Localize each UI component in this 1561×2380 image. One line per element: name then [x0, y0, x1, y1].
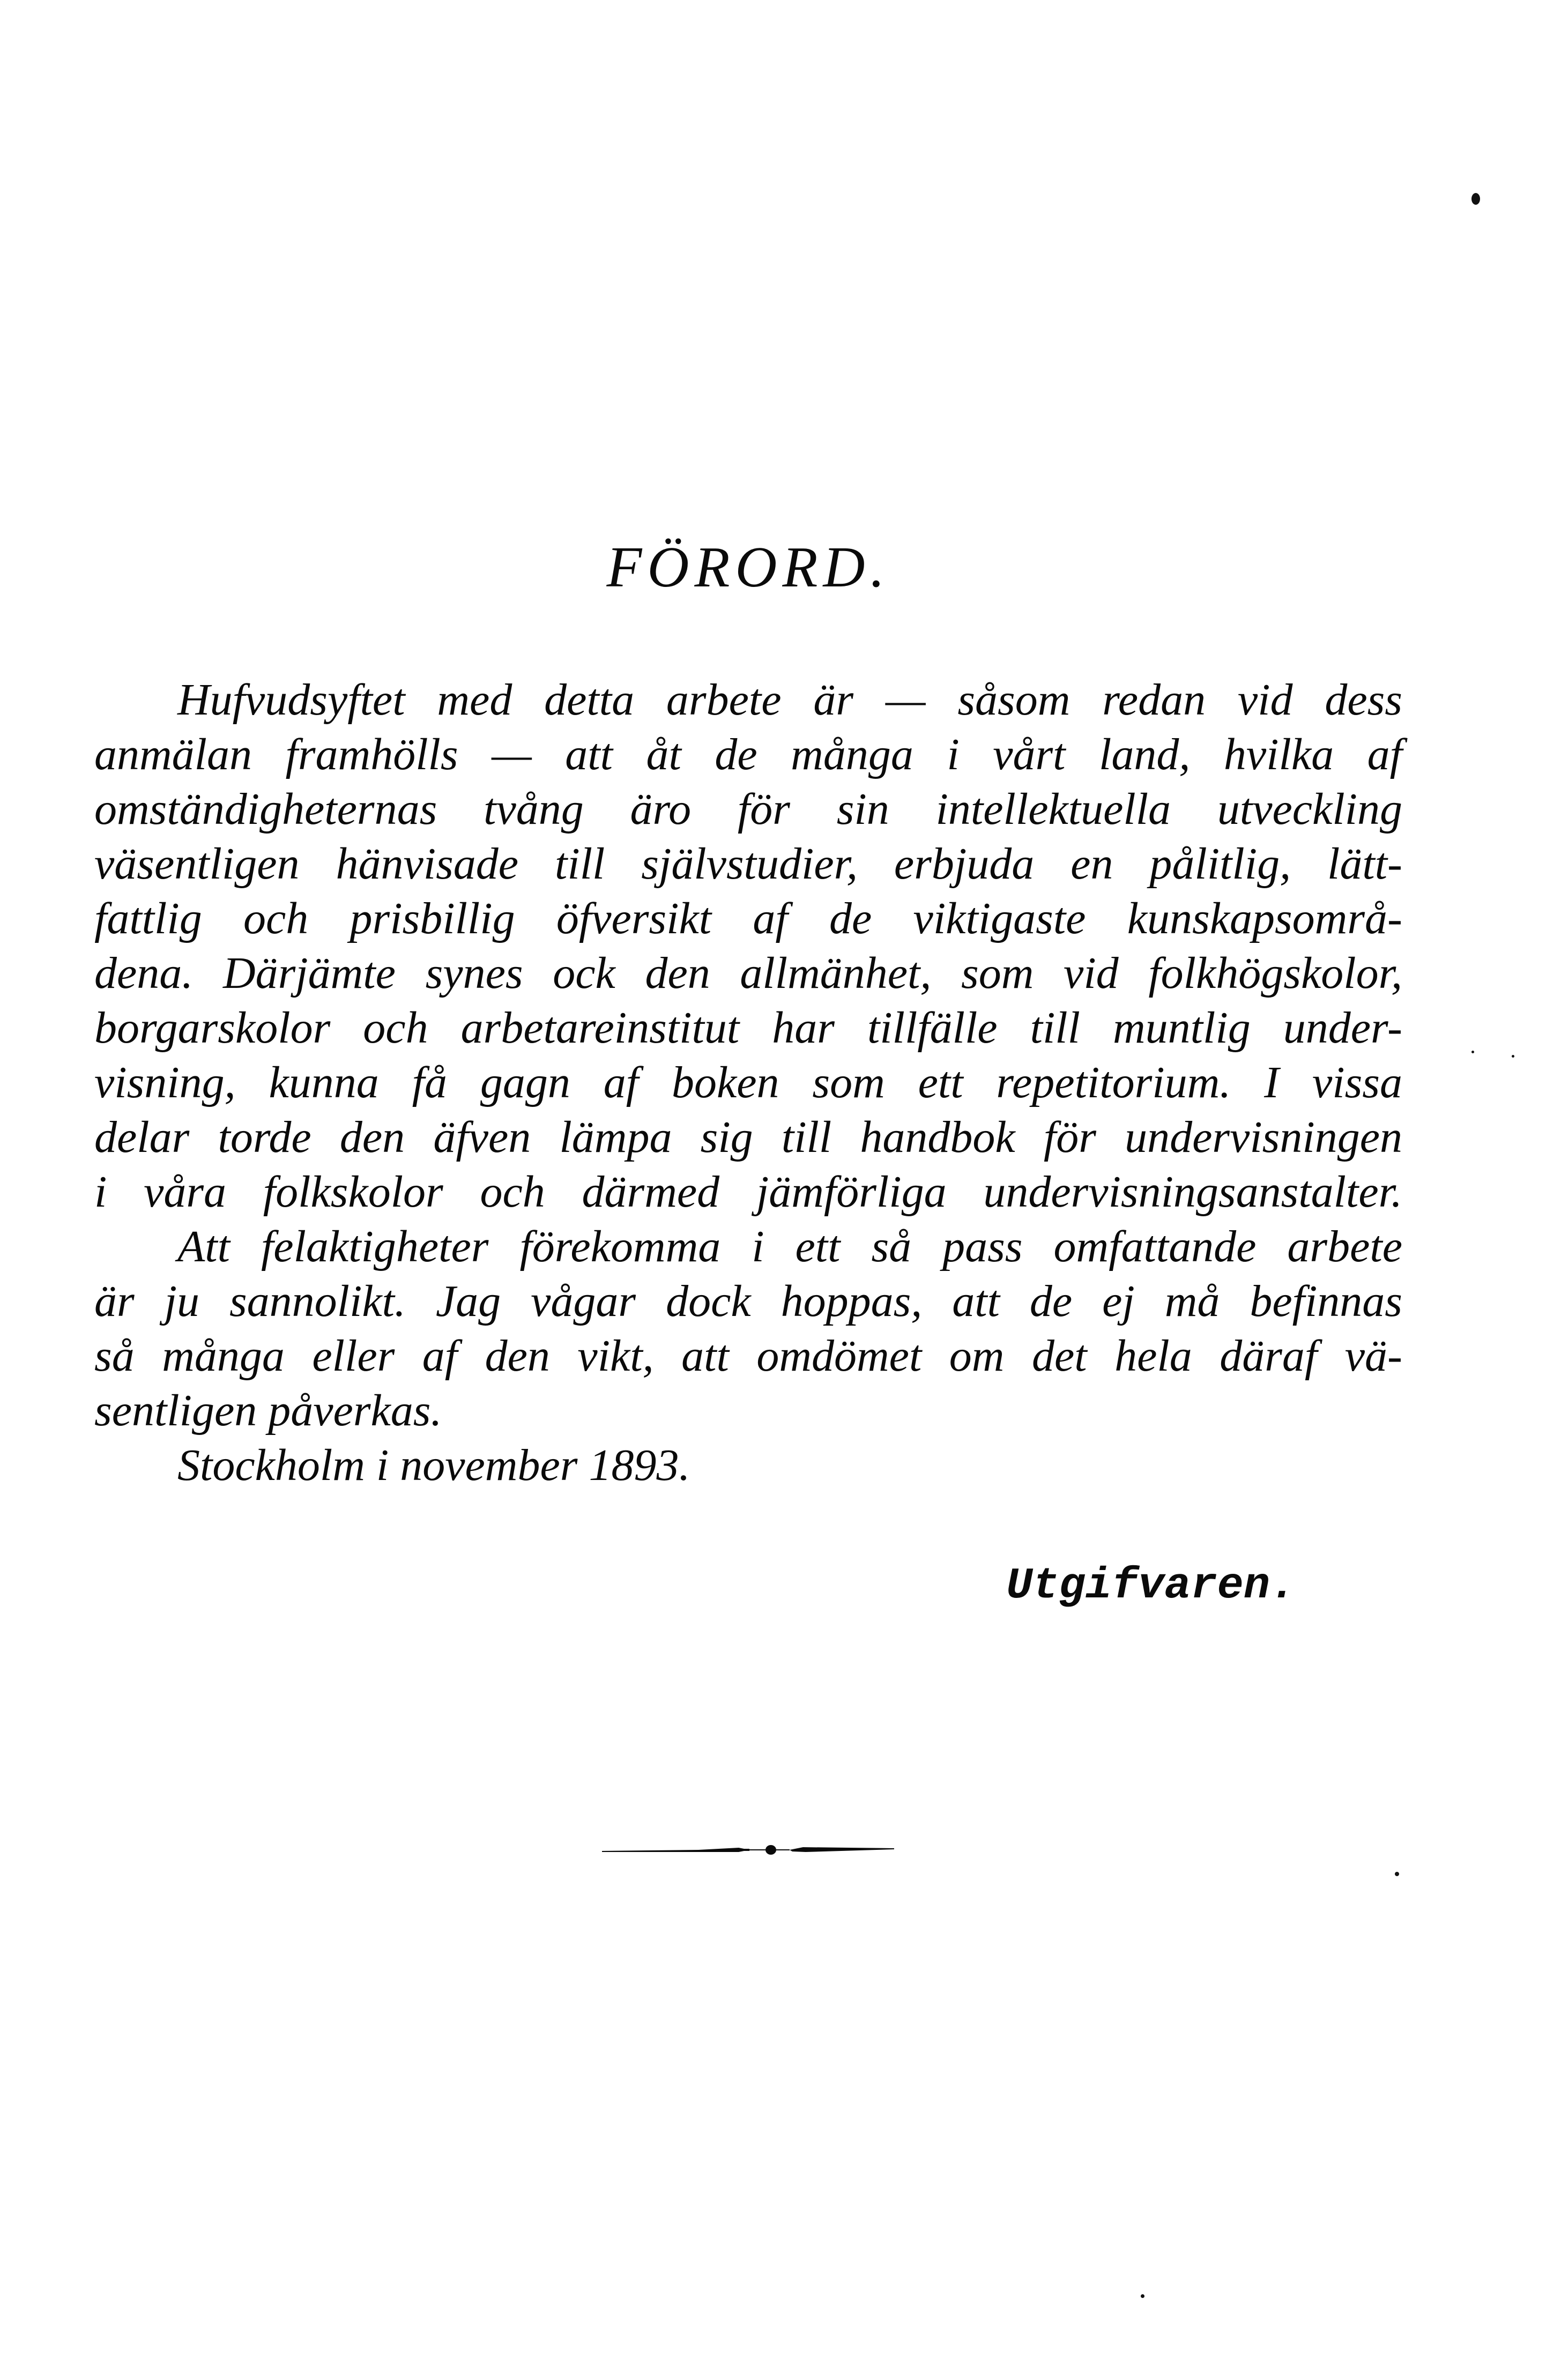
text-line: Att felaktigheter förekomma i ett så pass omfattande arbete	[177, 1222, 1402, 1271]
text-line: Hufvudsyftet med detta arbete är — såsom redan vid dess	[177, 675, 1402, 725]
text-line: fattlig och prisbillig öfversikt af de viktigaste kunskapsområ-	[94, 894, 1402, 943]
text-line: anmälan framhölls — att åt de många i vårt land, hvilka af	[94, 730, 1402, 779]
text-line: omständigheternas tvång äro för sin intellektuella utveckling	[94, 784, 1402, 834]
text-line: sentligen påverkas.	[94, 1386, 442, 1436]
scan-speck	[1395, 1872, 1399, 1876]
scan-speck	[1512, 1055, 1514, 1058]
scan-speck	[1471, 193, 1480, 205]
scan-speck	[1141, 2294, 1144, 2298]
scan-speck	[1471, 1051, 1474, 1053]
text-line: väsentligen hänvisade till självstudier, erbjuda en pålitlig, lätt-	[94, 839, 1402, 889]
text-line: i våra folkskolor och därmed jämförliga undervisningsanstalter.	[94, 1167, 1402, 1217]
text-line: dena. Därjämte synes ock den allmänhet, som vid folkhögskolor,	[94, 948, 1402, 998]
text-line: borgarskolor och arbetareinstitut har tillfälle till muntlig under-	[94, 1003, 1402, 1053]
preface-body	[94, 673, 1402, 1493]
page-title: FÖRORD.	[606, 536, 890, 599]
dateline: Stockholm i november 1893.	[177, 1440, 690, 1490]
signature: Utgifvaren.	[1006, 1561, 1297, 1611]
text-line: visning, kunna få gagn af boken som ett repetitorium. I vissa	[94, 1058, 1402, 1107]
text-line: delar torde den äfven lämpa sig till handbok för undervisningen	[94, 1112, 1402, 1162]
ornamental-rule-icon	[602, 1842, 894, 1858]
text-line: så många eller af den vikt, att omdömet om det hela däraf vä-	[94, 1331, 1402, 1381]
text-line: är ju sannolikt. Jag vågar dock hoppas, att de ej må befinnas	[94, 1276, 1402, 1326]
